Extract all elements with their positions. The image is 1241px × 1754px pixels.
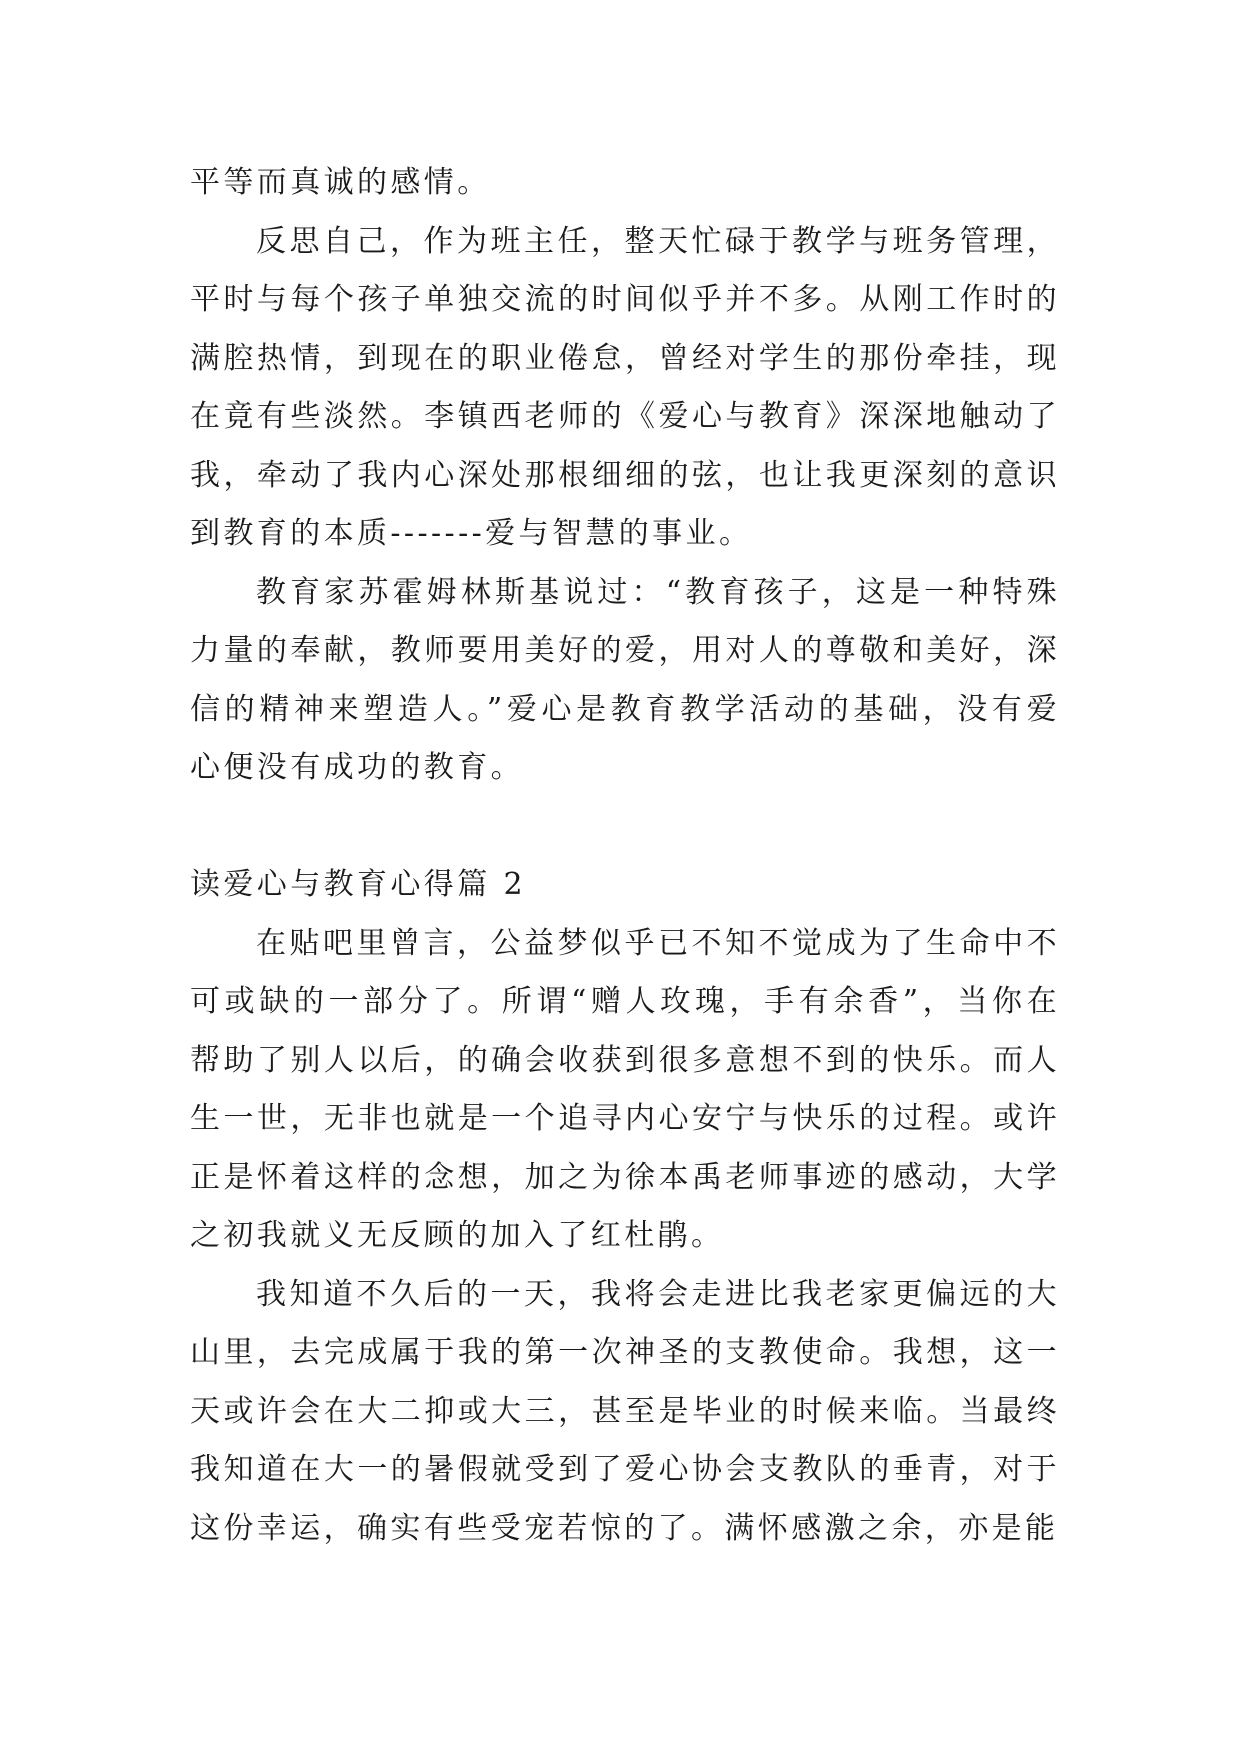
section-heading: 读爱心与教育心得篇 2 xyxy=(190,867,527,902)
paragraph-teaching-mission: 我知道不久后的一天，我将会走进比我老家更偏远的大山里，去完成属于我的第一次神圣的支教使命。我想，这一天或许会在大二抑或大三，甚至是毕业的时候来临。当最终我知道在大一的暑假就受到了爱心协会支教队的垂青，对于这份幸运，确实有些受宠若惊的了。满怀感激之余，亦是能 xyxy=(190,1276,1060,1546)
paragraph-reflection: 反思自己，作为班主任，整天忙碌于教学与班务管理，平时与每个孩子单独交流的时间似乎并不多。从刚工作时的满腔热情，到现在的职业倦怠，曾经对学生的那份牵挂，现在竟有些淡然。李镇西老师的《爱心与教育》深深地触动了我，牵动了我内心深处那根细细的弦，也让我更深刻的意识到教育的本质-------爱与智慧的事业。 xyxy=(190,223,1060,551)
section-spacer xyxy=(190,798,1060,857)
paragraph-continuation: 平等而真诚的感情。 xyxy=(190,165,491,200)
paragraph-public-welfare: 在贴吧里曾言，公益梦似乎已不知不觉成为了生命中不可或缺的一部分了。所谓“赠人玫瑰，手有余香”，当你在帮助了别人以后，的确会收获到很多意想不到的快乐。而人生一世，无非也就是一个追寻内心安宁与快乐的过程。或许正是怀着这样的念想，加之为徐本禹老师事迹的感动，大学之初我就义无反顾的加入了红杜鹃。 xyxy=(190,925,1060,1253)
document-body xyxy=(190,154,1060,1558)
paragraph-quote: 教育家苏霍姆林斯基说过：“教育孩子，这是一种特殊力量的奉献，教师要用美好的爱，用对人的尊敬和美好，深信的精神来塑造人。”爱心是教育教学活动的基础，没有爱心便没有成功的教育。 xyxy=(190,574,1060,785)
